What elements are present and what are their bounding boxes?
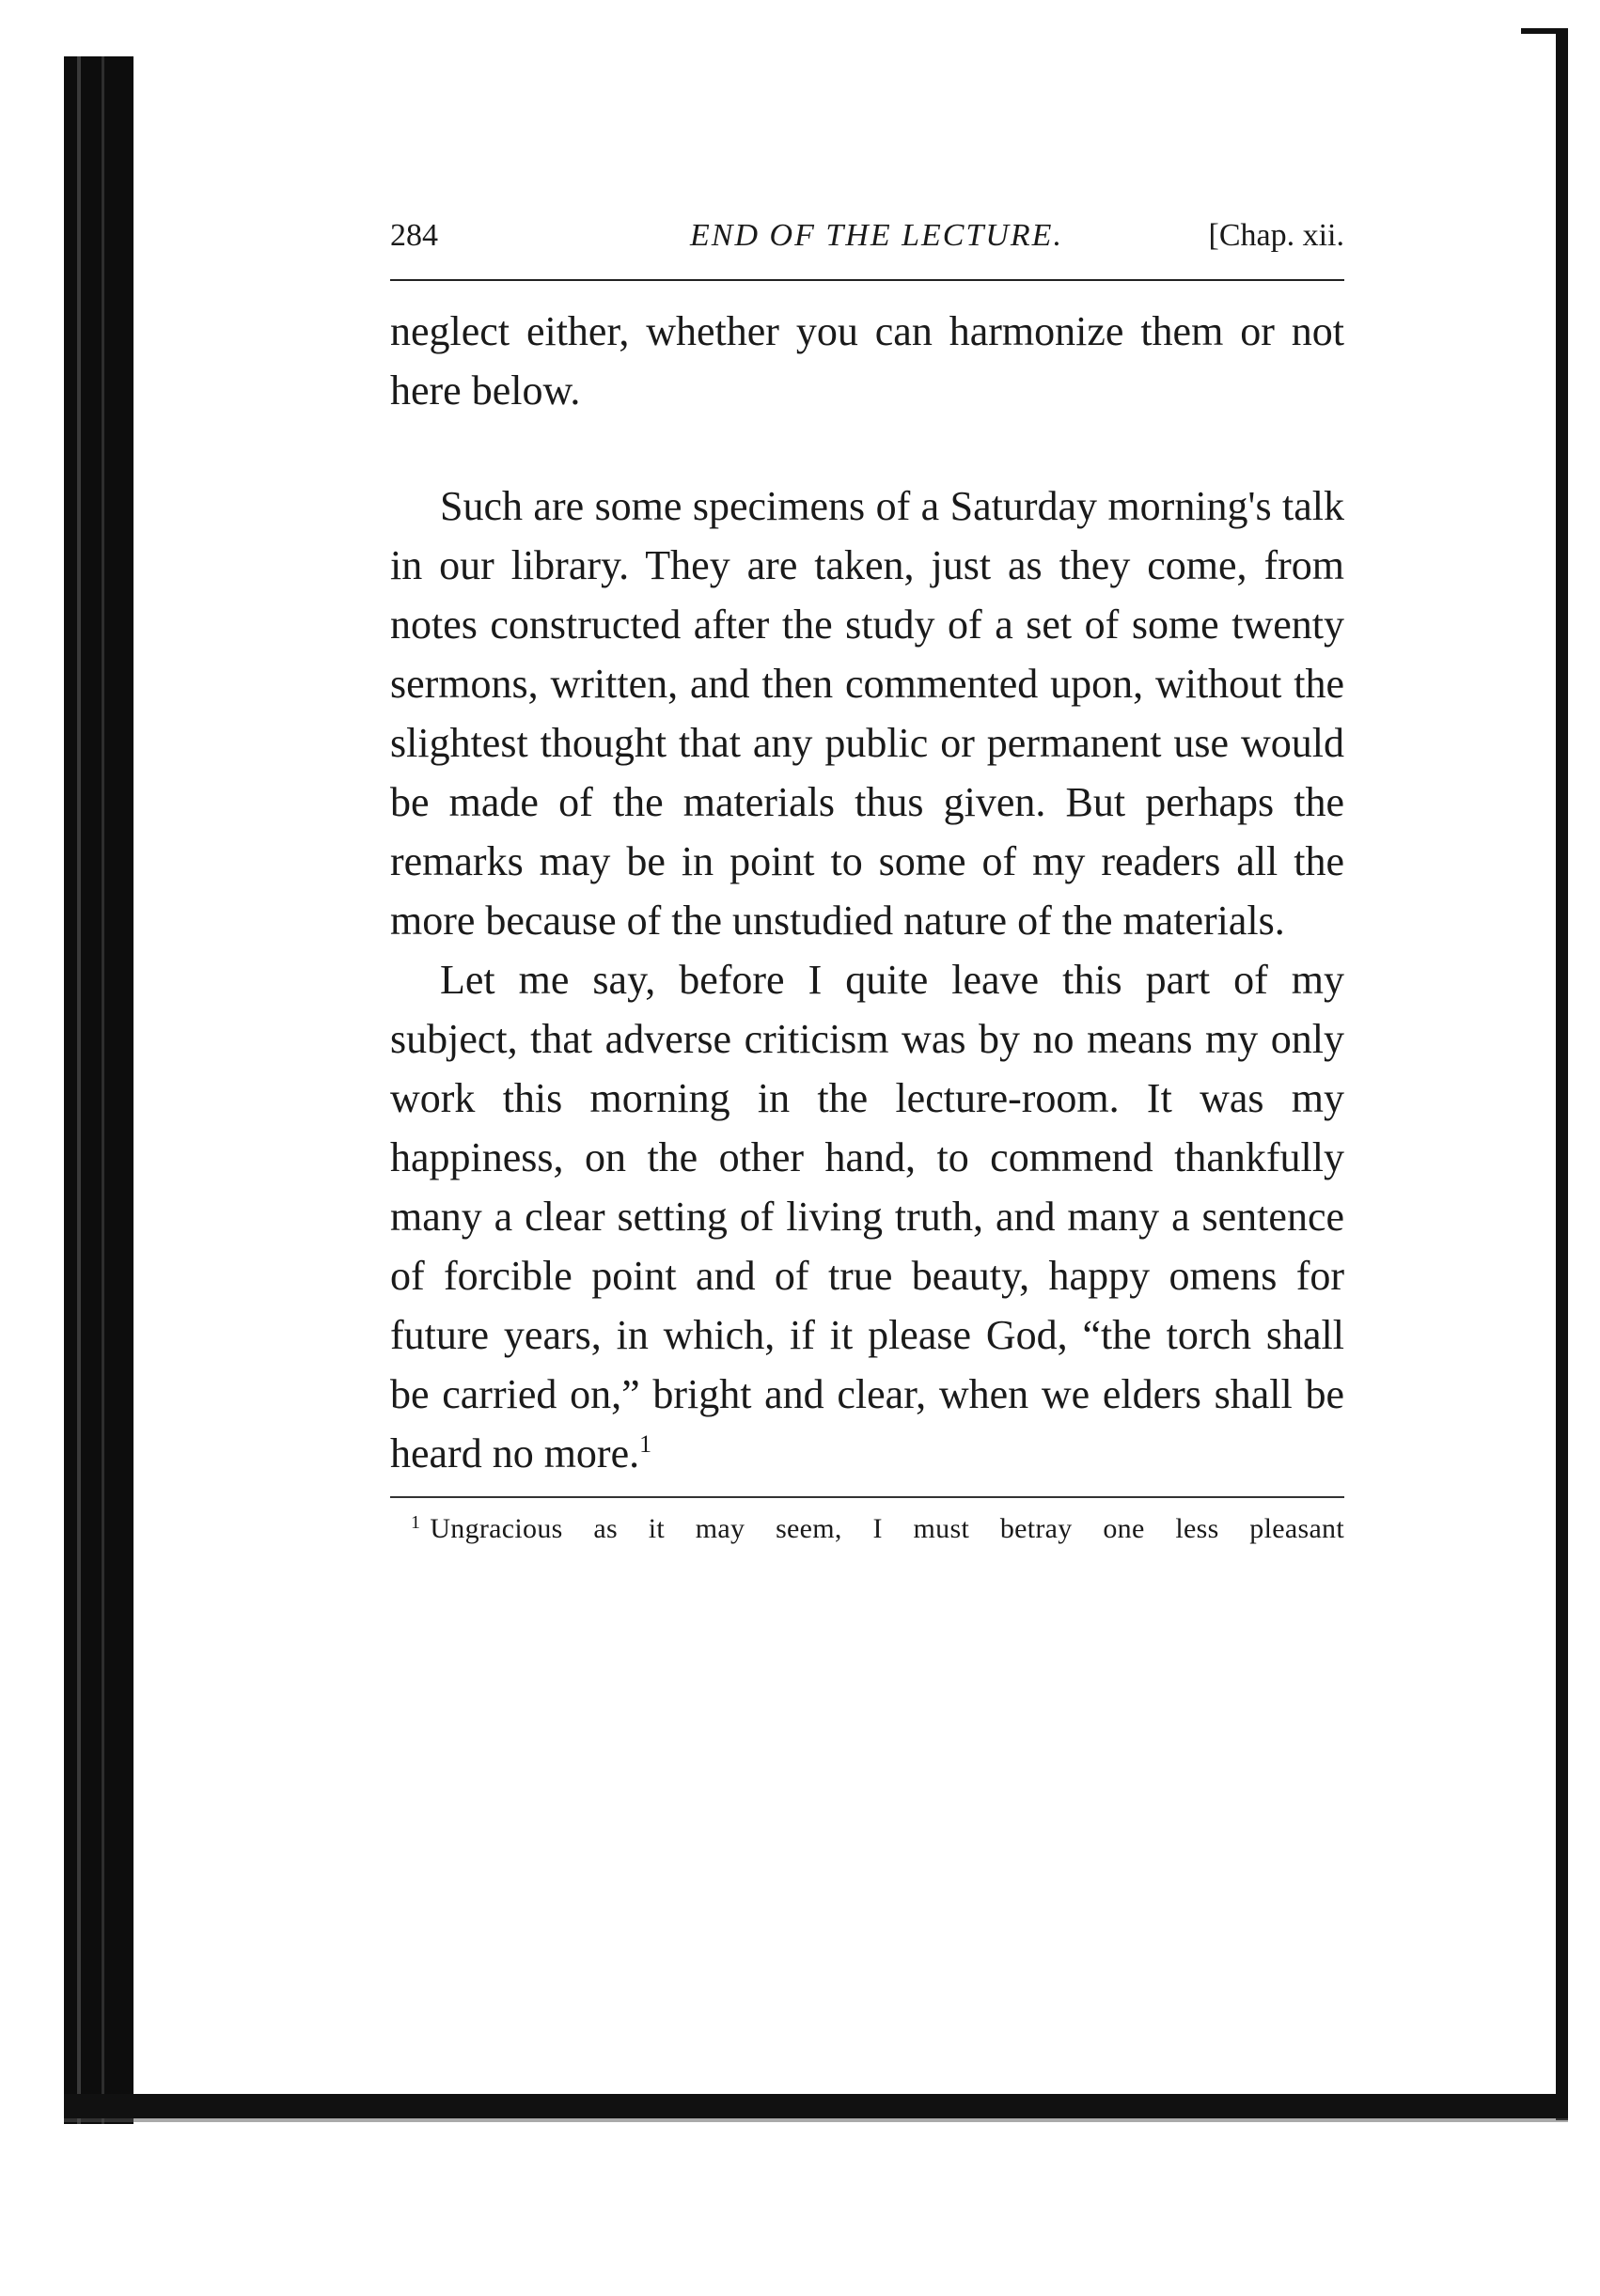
chapter-reference: [Chap. xii. [1208,218,1344,253]
paragraph-closing-text: Let me say, before I quite leave this part of my subject, that adverse criticism was by no means my only work this morning in the lecture-room. It was my happiness, on the other hand, to commend thankfully many a clear setting of living truth, and many a sentence of forcible point and of true beauty, happy omens for future years, in which, if it please God, “the torch shall be carried on,” bright and clear, when we elders shall be heard no more. [390,957,1344,1476]
footnote [390,1509,1344,1549]
footnote-reference: 1 [639,1430,652,1458]
header-rule [390,279,1344,281]
book-page [390,211,1344,1549]
paragraph-closing [390,950,1344,1483]
scan-bottom-edge [64,2094,1568,2118]
scan-right-edge [1556,28,1568,2120]
footnote-text: Ungracious as it may seem, I must betray one less pleasant [430,1513,1344,1544]
paragraph-specimens: Such are some specimens of a Saturday morning's talk in our library. They are taken, just as they come, from notes constructed after the study of a set of some twenty sermons, written, and then commented upon, without the slightest thought that any public or permanent use would be made of the materials thus given. But perhaps the remarks may be in point to some of my readers all the more because of the unstudied nature of the materials. [390,483,1344,944]
footnote-marker: 1 [411,1512,421,1533]
page-number: 284 [390,218,438,253]
body-text [390,302,1344,1483]
paragraph-continuation: neglect either, whether you can harmonize them or not here below. [390,308,1344,414]
scan-right-tab [1521,28,1563,34]
running-head [390,211,1344,260]
running-title: END OF THE LECTURE. [690,218,1063,253]
scan-binding-edge [64,56,133,2124]
footnote-rule [390,1496,1344,1498]
